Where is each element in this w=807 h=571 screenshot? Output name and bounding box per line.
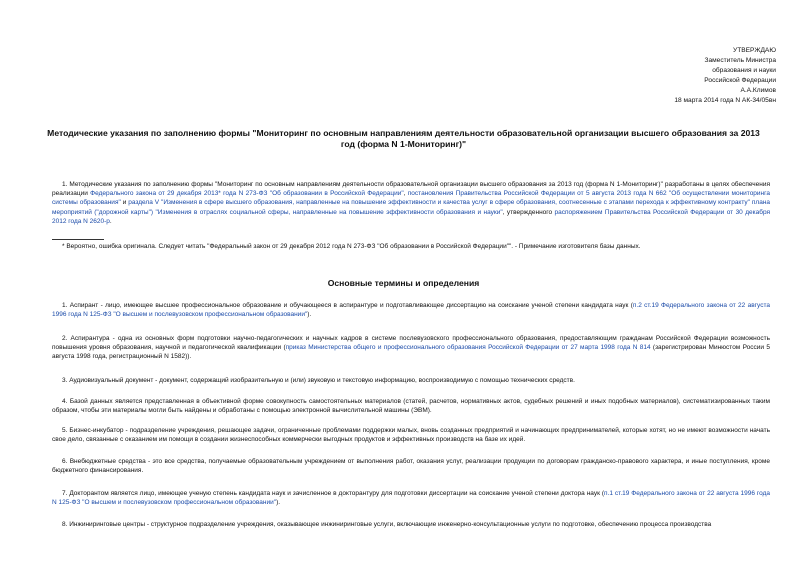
approval-date-number: 18 марта 2014 года N АК-34/05вн [674, 97, 776, 104]
intro-paragraph: 1. Методические указания по заполнению формы "Мониторинг по основным направлениям деятельности образовательной организации высшего образования за 2013 год (форма N 1-Мониторинг)" разработаны в целях обеспечения реализации Федерального закона от 29 декабря 2013* года N 273-ФЗ "Об образовании в Российской Федерации", постановления Правительства Российской Федерации от 5 августа 2013 года N 662 "Об осуществлении мониторинга системы образования" и раздела V "Изменения в сфере высшего образования, направленные на повышение эффективности и качества услуг в сфере образования, соотнесенные с этапами перехода к эффективному контракту" плана мероприятий ("дорожной карты") "Изменения в отраслях социальной сферы, направленные на повышение эффективности образования и науки", утвержденного распоряжением Правительства Российской Федерации от 30 декабря 2012 года N 2620-р. [52, 181, 771, 225]
approval-block [674, 46, 776, 106]
roadmap-section-link[interactable]: раздела V "Изменения в сфере высшего образования, направленные на повышение эффективности и качества услуг в сфере образования, соотнесенные с этапами перехода к эффективному контракту" плана мероприятий ("дорожной карты") "Изменения в отраслях социальной сферы, направленные на повышение эффективности образования и науки" [52, 199, 771, 216]
footnote: * Вероятно, ошибка оригинала. Следует читать "Федеральный закон от 29 декабря 2012 года N 273-ФЗ "Об образовании в Российской Федерации"". - Примечание изготовителя базы данных. [62, 243, 641, 250]
term-postgraduate-school: 2. Аспирантура - одна из основных форм подготовки научно-педагогических и научных кадров в системе послевузовского профессионального образования, предоставляющим гражданам Российской Федерации возможность повышения уровня образования, научной и педагогической квалификации (приказ Министерства общего и профессионального образования Российской Федерации от 27 марта 1998 года N 814 (зарегистрирован Минюстом России 5 августа 1998 года, регистрационный N 1582)). [52, 335, 770, 361]
approval-heading: УТВЕРЖДАЮ [733, 47, 776, 54]
section-title: Основные термины и определения [327, 278, 480, 288]
term-doctoral-candidate: 7. Докторантом является лицо, имеющее ученую степень кандидата наук и зачисленное в докторантуру для подготовки диссертации на соискание ученой степени доктора наук (п.1 ст.19 Федерального закона от 22 августа 1996 года N 125-ФЗ "О высшем и послевузовском профессиональном образовании"). [52, 490, 770, 507]
approver-position: Заместитель Министра [704, 57, 776, 64]
term-audiovisual-document: 3. Аудиовизуальный документ - документ, содержащий изобразительную и (или) звуковую и текстовую информацию, воспроизводимую с помощью технических средств. [62, 377, 575, 384]
approver-name: А.А.Климов [740, 87, 776, 94]
term-extrabudgetary-funds: 6. Внебюджетные средства - это все средства, получаемые образовательным учреждением от выполнения работ, оказания услуг, реализации продукции по договорам гражданско-правового характера, и иные поступления, кроме бюджетного финансирования. [52, 458, 770, 475]
government-resolution-link[interactable]: постановления Правительства Российской Федерации от 5 августа 2013 года N 662 "Об осуществлении мониторинга системы образования" [52, 190, 770, 207]
footnote-divider [52, 239, 104, 240]
term-engineering-centers: 8. Инжиниринговые центры - структурное подразделение учреждения, оказывающее инжиниринговые услуги, включающие инженерно-консультационные услуги по подготовке, обеспечению процесса производства [62, 521, 712, 528]
government-order-link[interactable]: распоряжением Правительства Российской Федерации от 30 декабря 2012 года N 2620-р [52, 208, 771, 225]
order-814-link[interactable]: приказ Министерства общего и профессионального образования Российской Федерации от 27 марта 1998 года N 814 [285, 344, 651, 352]
federal-law-link[interactable]: Федерального закона от 29 декабря 2013* года N 273-ФЗ "Об образовании в Российской Федерации" [90, 190, 404, 198]
law-125fz-doctoral-link[interactable]: п.1 ст.19 Федерального закона от 22 августа 1996 года N 125-ФЗ "О высшем и послевузовском профессиональном образовании" [52, 490, 770, 507]
term-business-incubator: 5. Бизнес-инкубатор - подразделение учреждения, решающее задачи, ограниченные проблемами поддержки малых, вновь созданных предприятий и начинающих предпринимателей, которые хотят, но не имеют возможности начать свое дело, связанные с оказанием им помощи в создании жизнеспособных коммерчески выгодных продуктов и эффективных производств на базе их идей. [52, 427, 770, 444]
term-database: 4. Базой данных является представленная в объективной форме совокупность самостоятельных материалов (статей, расчетов, нормативных актов, судебных решений и иных подобных материалов), систематизированных таким образом, чтобы эти материалы могли быть найдены и обработаны с помощью электронной вычислительной машины (ЭВМ). [52, 398, 770, 415]
term-postgraduate: 1. Аспирант - лицо, имеющее высшее профессиональное образование и обучающееся в аспирантуре и подготавливающее диссертацию на соискание ученой степени кандидата наук (п.2 ст.19 Федерального закона от 22 августа 1996 года N 125-ФЗ "О высшем и послевузовском профессиональном образовании"). [52, 302, 771, 319]
approver-ministry: образования и науки [712, 67, 776, 74]
law-125fz-link[interactable]: п.2 ст.19 Федерального закона от 22 августа 1996 года N 125-ФЗ "О высшем и послевузовском профессиональном образовании" [52, 302, 771, 319]
document-title: Методические указания по заполнению формы "Мониторинг по основным направлениям деятельности образовательной организации высшего образования за 2013 год (форма N 1-Мониторинг)" [47, 128, 760, 149]
approver-country: Российской Федерации [704, 77, 776, 84]
